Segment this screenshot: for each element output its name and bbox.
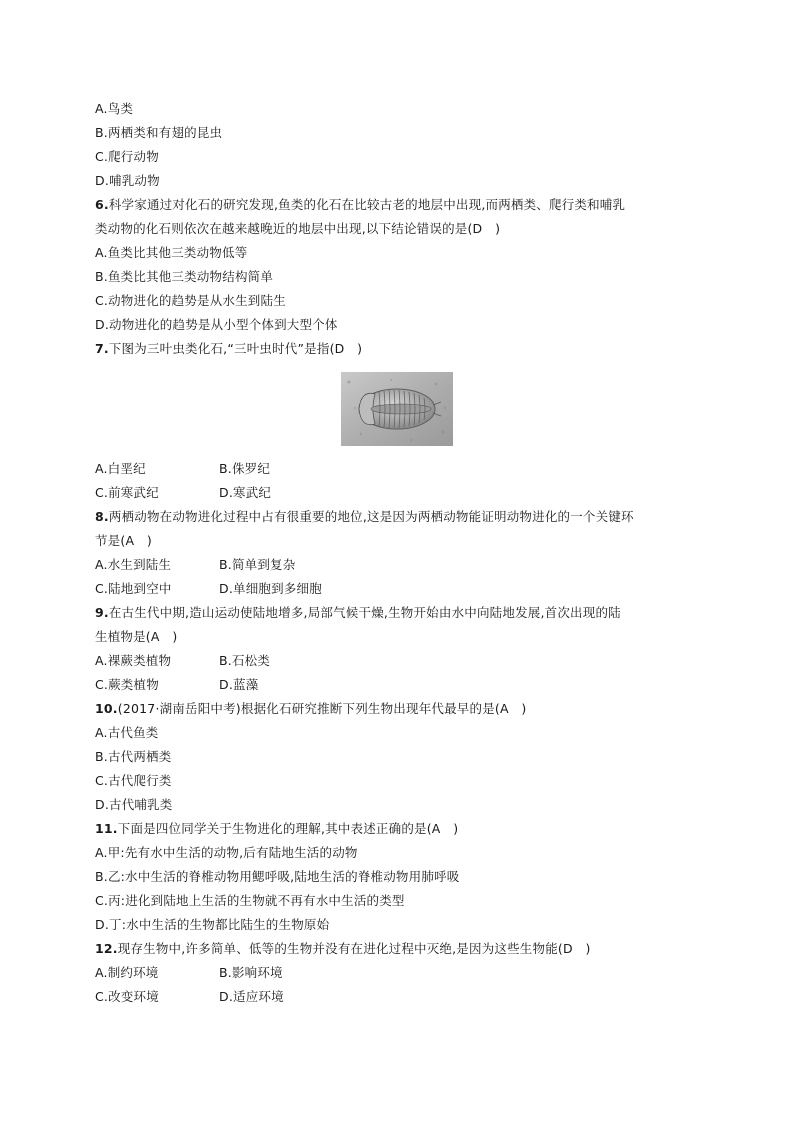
q6-option-a: A.鱼类比其他三类动物低等 bbox=[95, 245, 248, 260]
q10-option-b: B.古代两栖类 bbox=[95, 749, 172, 764]
q9-options-row1 bbox=[95, 649, 715, 673]
q9-option-a: A.裸蕨类植物 bbox=[95, 653, 172, 668]
q12-text: 现存生物中,许多简单、低等的生物并没有在进化过程中灭绝,是因为这些生物能(D ) bbox=[117, 941, 591, 956]
trilobite-fossil-image bbox=[341, 372, 453, 446]
q8-stem-line2: 节是(A ) bbox=[95, 533, 153, 548]
q12-options-row1 bbox=[95, 961, 715, 985]
q8-option-b: B.简单到复杂 bbox=[219, 557, 296, 572]
q10-option-d: D.古代哺乳类 bbox=[95, 797, 173, 812]
q6-number: 6. bbox=[95, 197, 109, 212]
q12-option-d: D.适应环境 bbox=[219, 989, 284, 1004]
q10-option-a: A.古代鱼类 bbox=[95, 725, 159, 740]
q9-option-d: D.蓝藻 bbox=[219, 677, 259, 692]
q12-stem bbox=[95, 937, 715, 961]
q10-option-c: C.古代爬行类 bbox=[95, 773, 172, 788]
q7-number: 7. bbox=[95, 341, 109, 356]
q12-option-a: A.制约环境 bbox=[95, 965, 159, 980]
q10-number: 10. bbox=[95, 701, 118, 716]
q8-options-row1 bbox=[95, 553, 715, 577]
q6-option-d: D.动物进化的趋势是从小型个体到大型个体 bbox=[95, 317, 338, 332]
q8-option-d: D.单细胞到多细胞 bbox=[219, 581, 322, 596]
worksheet-page bbox=[95, 97, 715, 1009]
q7-option-c: C.前寒武纪 bbox=[95, 485, 159, 500]
q7-option-b: B.侏罗纪 bbox=[219, 461, 271, 476]
q12-option-c: C.改变环境 bbox=[95, 989, 159, 1004]
q6-stem-line1 bbox=[95, 193, 715, 217]
q9-option-c: C.蕨类植物 bbox=[95, 677, 159, 692]
q11-stem bbox=[95, 817, 715, 841]
q9-text-1: 在古生代中期,造山运动使陆地增多,局部气候干燥,生物开始由水中向陆地发展,首次出现的陆 bbox=[108, 605, 621, 620]
q11-option-d: D.丁:水中生活的生物都比陆生的生物原始 bbox=[95, 917, 330, 932]
q7-text: 下图为三叶虫类化石,“三叶虫时代”是指(D ) bbox=[108, 341, 363, 356]
q9-number: 9. bbox=[95, 605, 109, 620]
trilobite-fossil-figure bbox=[0, 361, 794, 457]
q11-option-a: A.甲:先有水中生活的动物,后有陆地生活的动物 bbox=[95, 845, 358, 860]
q5-option-d: D.哺乳动物 bbox=[95, 173, 160, 188]
q6-text-1: 科学家通过对化石的研究发现,鱼类的化石在比较古老的地层中出现,而两栖类、爬行类和哺乳 bbox=[108, 197, 626, 212]
q5-option-a: A.鸟类 bbox=[95, 101, 134, 116]
q11-number: 11. bbox=[95, 821, 118, 836]
q10-stem bbox=[95, 697, 715, 721]
q12-number: 12. bbox=[95, 941, 118, 956]
q8-text-1: 两栖动物在动物进化过程中占有很重要的地位,这是因为两栖动物能证明动物进化的一个关键环 bbox=[108, 509, 634, 524]
q7-stem bbox=[95, 337, 715, 361]
q7-options-row2 bbox=[95, 481, 715, 505]
q8-options-row2 bbox=[95, 577, 715, 601]
q9-options-row2 bbox=[95, 673, 715, 697]
q8-number: 8. bbox=[95, 509, 109, 524]
q6-option-c: C.动物进化的趋势是从水生到陆生 bbox=[95, 293, 286, 308]
q9-stem-line1 bbox=[95, 601, 715, 625]
q5-option-c: C.爬行动物 bbox=[95, 149, 159, 164]
q10-text: (2017·湖南岳阳中考)根据化石研究推断下列生物出现年代最早的是(A ) bbox=[117, 701, 527, 716]
q6-option-b: B.鱼类比其他三类动物结构简单 bbox=[95, 269, 274, 284]
q12-options-row2 bbox=[95, 985, 715, 1009]
q11-option-b: B.乙:水中生活的脊椎动物用鳃呼吸,陆地生活的脊椎动物用肺呼吸 bbox=[95, 869, 460, 884]
q11-option-c: C.丙:进化到陆地上生活的生物就不再有水中生活的类型 bbox=[95, 893, 405, 908]
q9-option-b: B.石松类 bbox=[219, 653, 271, 668]
q8-option-c: C.陆地到空中 bbox=[95, 581, 172, 596]
q9-stem-line2: 生植物是(A ) bbox=[95, 629, 178, 644]
q7-option-d: D.寒武纪 bbox=[219, 485, 272, 500]
q12-option-b: B.影响环境 bbox=[219, 965, 283, 980]
q7-option-a: A.白垩纪 bbox=[95, 461, 146, 476]
q5-option-b: B.两栖类和有翅的昆虫 bbox=[95, 125, 223, 140]
q7-options-row1 bbox=[95, 457, 715, 481]
q11-text: 下面是四位同学关于生物进化的理解,其中表述正确的是(A ) bbox=[117, 821, 459, 836]
q6-stem-line2: 类动物的化石则依次在越来越晚近的地层中出现,以下结论错误的是(D ) bbox=[95, 221, 501, 236]
q8-stem-line1 bbox=[95, 505, 715, 529]
q8-option-a: A.水生到陆生 bbox=[95, 557, 172, 572]
